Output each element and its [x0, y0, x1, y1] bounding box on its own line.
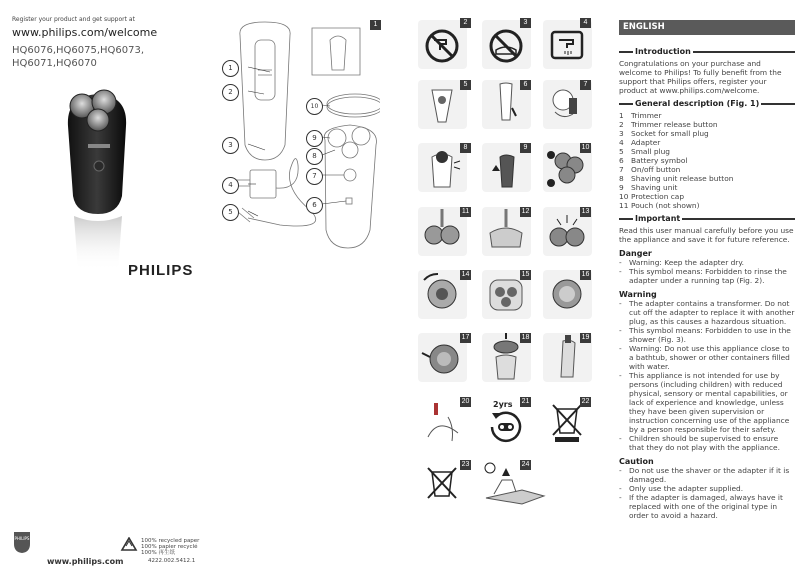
fig-5-number: 5: [460, 80, 471, 90]
fig-1-number: 1: [370, 20, 381, 30]
fig-15-number: 15: [521, 271, 530, 278]
fig-9-number: 9: [520, 143, 531, 153]
fig-24-tile: [482, 460, 552, 509]
fig-3-number: 3: [520, 18, 531, 28]
language-header: ENGLISH: [619, 20, 795, 35]
manual-column: [619, 20, 795, 520]
philips-shield-icon: [12, 530, 32, 554]
fig-1-callout-2: 2: [222, 84, 239, 101]
fig-1-callout-9: 9: [306, 130, 323, 147]
fig-23-number: 23: [461, 461, 470, 468]
welcome-url[interactable]: www.philips.com/welcome: [12, 26, 158, 39]
caution-heading: Caution: [619, 457, 654, 466]
warning-item: - Children should be supervised to ensure that they do not play with the appliance.: [619, 434, 780, 452]
important-heading: Important: [635, 214, 681, 223]
warning-item: - This appliance is not intended for use by persons (including children) with reduced physical, sensory or mental capabilities, or lack of experience and knowledge, unless they have been given supervision or instruction concerning use of the appliance by a person responsible for their safety.: [619, 371, 790, 434]
fig-16-number: 16: [581, 271, 590, 278]
fig-1-callout-5: 5: [222, 204, 239, 221]
footer-url[interactable]: www.philips.com: [47, 557, 124, 566]
philips-brand: PHILIPS: [128, 262, 194, 279]
recycled-line-2: 100% papier recyclé: [141, 544, 198, 550]
fig-14-number: 14: [461, 271, 470, 278]
fig-1-diagram: [220, 20, 380, 260]
fig-7-number: 7: [580, 80, 591, 90]
recycled-line-1: 100% recycled paper: [141, 538, 200, 544]
fig-6-number: 6: [520, 80, 531, 90]
fig-18-number: 18: [521, 334, 530, 341]
general-heading-row: [619, 99, 795, 108]
caution-item: - Do not use the shaver or the adapter if it is damaged.: [619, 466, 790, 484]
danger-item: - Warning: Keep the adapter dry.: [619, 258, 744, 267]
fig-12-number: 12: [521, 208, 530, 215]
part-item: 8 Shaving unit release button: [619, 174, 734, 183]
models-line-1: HQ6076,HQ6075,HQ6073,: [12, 45, 145, 56]
part-item: 1 Trimmer: [619, 111, 662, 120]
fig-21-number: 21: [521, 398, 530, 405]
fig-24-number: 24: [521, 461, 530, 468]
caution-item: - Only use the adapter supplied.: [619, 484, 744, 493]
fig-1-callout-8: 8: [306, 148, 323, 165]
recycled-line-3: 100% 再生纸: [141, 550, 175, 556]
logo-brand-text: PHILIPS: [14, 536, 30, 541]
shaver-product-image: [48, 86, 148, 276]
part-item: 9 Shaving unit: [619, 183, 678, 192]
fig-1-callout-1: 1: [222, 60, 239, 77]
warning-item: - Warning: Do not use this appliance close to a bathtub, shower or other containers filled with water.: [619, 344, 790, 371]
danger-item: - This symbol means: Forbidden to rinse the adapter under a running tap (Fig. 2).: [619, 267, 787, 285]
part-item: 10 Protection cap: [619, 192, 685, 201]
models-line-2: HQ6071,HQ6070: [12, 58, 97, 69]
fig-22-number: 22: [581, 398, 590, 405]
part-item: 2 Trimmer release button: [619, 120, 718, 129]
general-heading: General description (Fig. 1): [635, 99, 760, 108]
recycled-paper-note: [141, 538, 199, 556]
part-item: 7 On/off button: [619, 165, 681, 174]
warning-item: - This symbol means: Forbidden to use in the shower (Fig. 3).: [619, 326, 791, 344]
fig-4-number: 4: [580, 18, 591, 28]
register-text: Register your product and get support at: [12, 16, 135, 23]
fig-1-callout-4: 4: [222, 177, 239, 194]
intro-heading-row: [619, 47, 795, 56]
fig-19-number: 19: [581, 334, 590, 341]
parts-list: [619, 111, 795, 210]
recycle-icon: [120, 537, 138, 553]
warning-item: - The adapter contains a transformer. Do not cut off the adapter to replace it with another plug, as this causes a hazardous situation.: [619, 299, 795, 326]
fig-2-number: 2: [460, 18, 471, 28]
model-numbers: [12, 44, 144, 70]
fig-1-callout-7: 7: [306, 168, 323, 185]
part-item: 11 Pouch (not shown): [619, 201, 700, 210]
caution-item: - If the adapter is damaged, always have it replaced with one of the original type in order to avoid a hazard.: [619, 493, 783, 520]
fig-21-label: 2yrs: [493, 400, 513, 409]
document-code: 4222.002.5412.1: [148, 558, 196, 564]
intro-heading: Introduction: [635, 47, 691, 56]
fig-1-callout-10: 10: [306, 98, 323, 115]
fig-17-number: 17: [461, 334, 470, 341]
fig-11-number: 11: [461, 208, 470, 215]
fig-13-number: 13: [581, 208, 590, 215]
fig-1-callout-3: 3: [222, 137, 239, 154]
part-item: 5 Small plug: [619, 147, 670, 156]
part-item: 3 Socket for small plug: [619, 129, 709, 138]
fig-20-number: 20: [461, 398, 470, 405]
important-heading-row: [619, 214, 795, 223]
danger-heading: Danger: [619, 249, 652, 258]
fig-10-number: 10: [581, 144, 590, 151]
intro-text: Congratulations on your purchase and welcome to Philips! To fully benefit from the support that Philips offers, register your product at www.philips.com/welcome.: [619, 59, 782, 95]
fig-8-number: 8: [460, 143, 471, 153]
part-item: 4 Adapter: [619, 138, 661, 147]
part-item: 6 Battery symbol: [619, 156, 688, 165]
important-text: Read this user manual carefully before you use the appliance and save it for future reference.: [619, 226, 794, 244]
warning-heading: Warning: [619, 290, 657, 299]
fig-1-callout-6: 6: [306, 197, 323, 214]
